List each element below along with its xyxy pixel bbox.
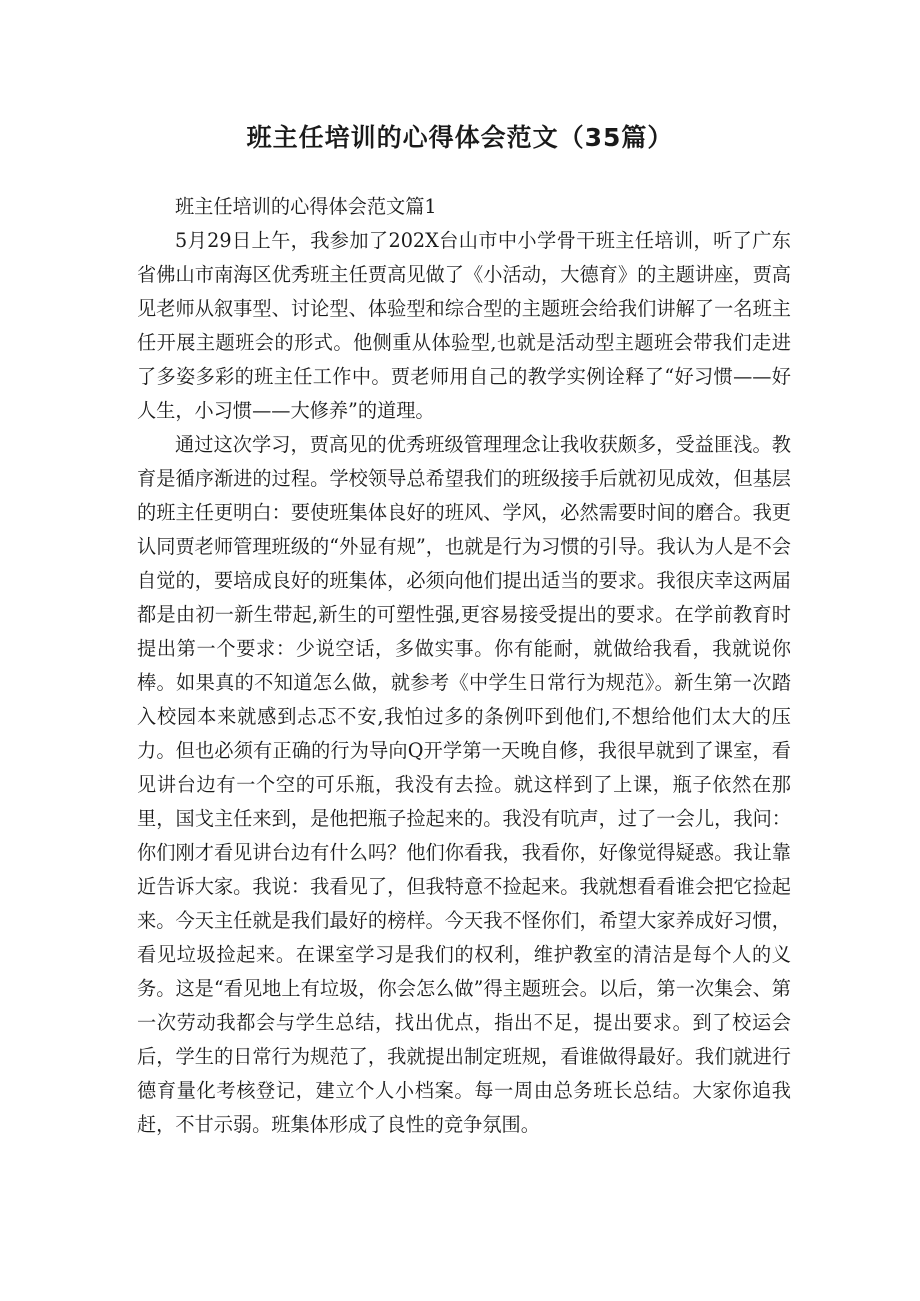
paragraph: 通过这次学习，贾高见的优秀班级管理理念让我收获颇多，受益匪浅。教育是循序渐进的过程。学校领导总希望我们的班级接手后就初见成效，但基层的班主任更明白：要使班集体良好的班风、学风，必然需要时间的磨合。我更认同贾老师管理班级的“外显有规”，也就是行为习惯的引导。我认为人是不会自觉的，要培成良好的班集体，必须向他们提出适当的要求。我很庆幸这两届都是由初一新生带起,新生的可塑性强,更容易接受提出的要求。在学前教育时提出第一个要求：少说空话，多做实事。你有能耐，就做给我看，我就说你棒。如果真的不知道怎么做，就参考《中学生日常行为规范》。新生第一次踏入校园本来就感到忐忑不安,我怕过多的条例吓到他们,不想给他们太大的压力。但也必须有正确的行为导向Q开学第一天晚自修，我很早就到了课室，看见讲台边有一个空的可乐瓶，我没有去捡。就这样到了上课，瓶子依然在那里，国戈主任来到，是他把瓶子捡起来的。我没有吭声，过了一会儿，我问：你们刚才看见讲台边有什么吗？他们你看我，我看你，好像觉得疑惑。我让靠近告诉大家。我说：我看见了，但我特意不捡起来。我就想看看谁会把它捡起来。今天主任就是我们最好的榜样。今天我不怪你们，希望大家养成好习惯，看见垃圾捡起来。在课室学习是我们的权利，维护教室的清洁是每个人的义务。这是“看见地上有垃圾，你会怎么做”得主题班会。以后，第一次集会、第一次劳动我都会与学生总结，找出优点，指出不足，提出要求。到了校运会后，学生的日常行为规范了，我就提出制定班规，看谁做得最好。我们就进行德育量化考核登记，建立个人小档案。每一周由总务班长总结。大家你追我赶，不甘示弱。班集体形成了良性的竞争氛围。: [137, 433, 791, 1136]
document-title: 班主任培训的心得体会范文（35篇）: [246, 123, 674, 152]
paragraph: 5月29日上午，我参加了202X台山市中小学骨干班主任培训，听了广东省佛山市南海区优秀班主任贾高见做了《小活动，大德育》的主题讲座，贾高见老师从叙事型、讨论型、体验型和综合型的主题班会给我们讲解了一名班主任开展主题班会的形式。他侧重从体验型,也就是活动型主题班会带我们走进了多姿多彩的班主任工作中。贾老师用自己的教学实例诠释了“好习惯——好人生，小习惯——大修养”的道理。: [137, 229, 791, 422]
section-heading: 班主任培训的心得体会范文篇1: [175, 195, 437, 218]
article-body: [137, 190, 791, 1142]
